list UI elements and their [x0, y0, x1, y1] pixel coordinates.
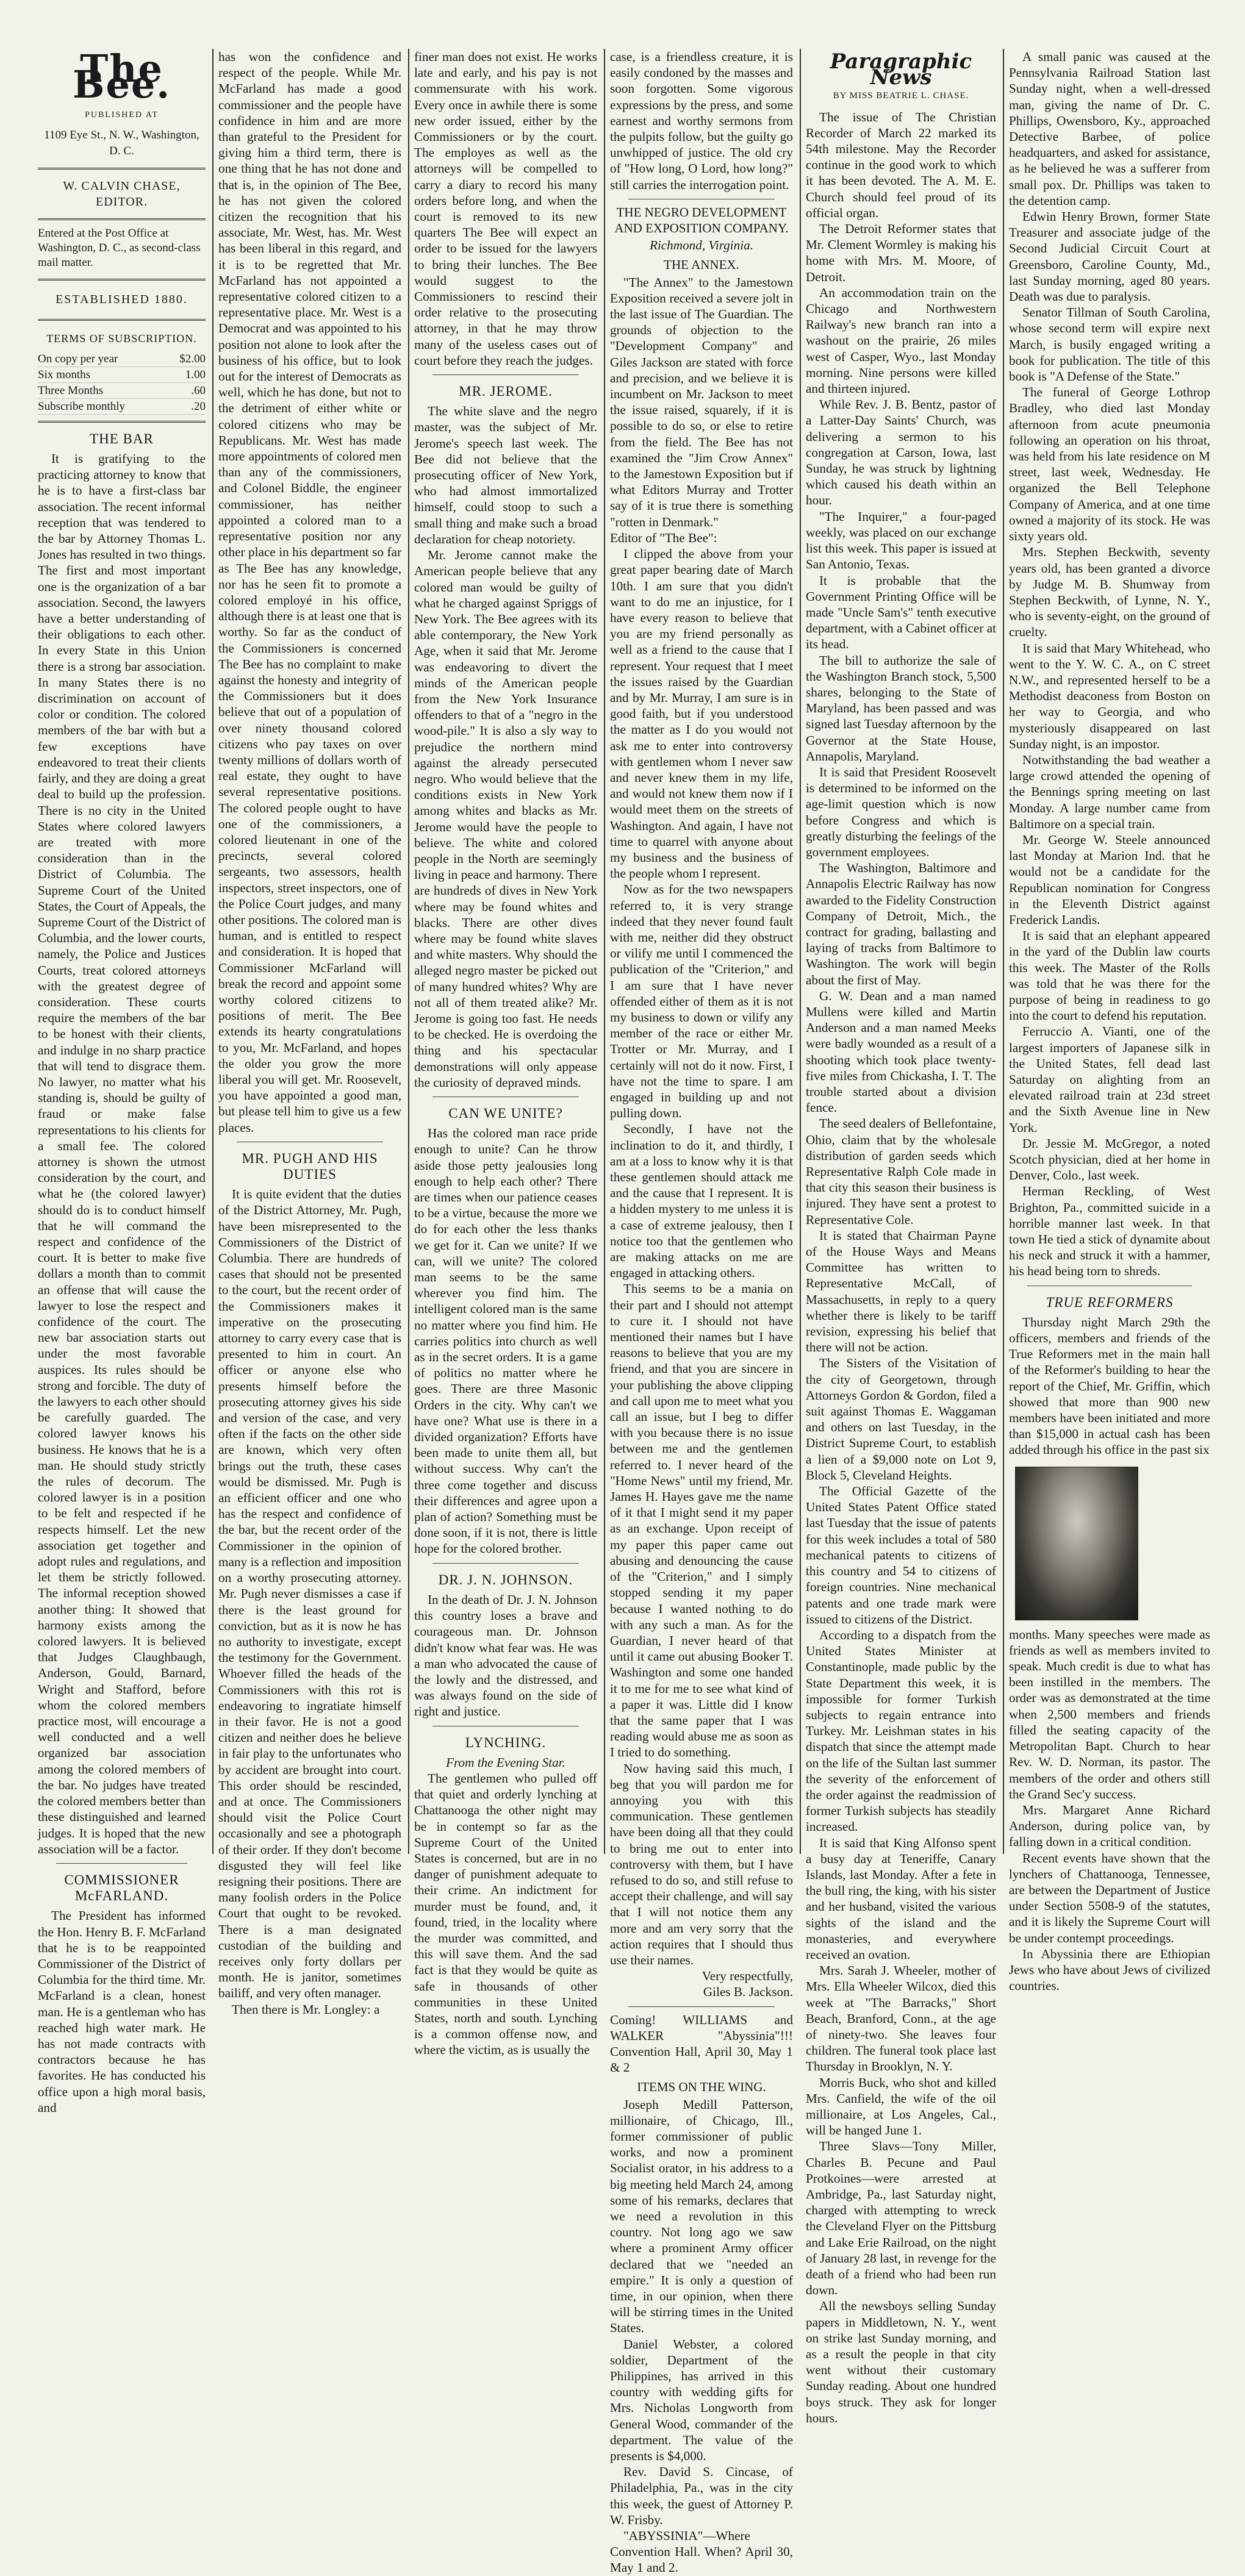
divider: [432, 1563, 579, 1564]
letter-signature: Giles B. Jackson.: [703, 1984, 793, 2000]
news-item: The Official Gazette of the United States Patent Office stated last Tuesday that the issue of patents for this week includes a total of 580 mechanical patents to citizens of this country and 54 to citizens of foreign countries. Nine mechanical patents and one trade mark were issued to citizens of the District.: [806, 1484, 996, 1626]
news-item: Dr. Jessie M. McGregor, a noted Scotch physician, died at her home in Denver, Colo., last week.: [1009, 1136, 1210, 1183]
divider: [628, 2006, 775, 2007]
news-item: The Washington, Baltimore and Annapolis Electric Railway has now awarded to the Fidelity Construction Company of Detroit, Mich., the contract for grading, ballasting and laying of tracks from Baltimore to Washington. The work will begin about the first of May.: [806, 860, 996, 987]
divider: [38, 421, 206, 423]
article-title-commissioner: COMMISSIONER McFARLAND.: [64, 1872, 179, 1904]
masthead-established: ESTABLISHED 1880.: [56, 293, 188, 307]
section-head-paragraphic: Paragraphic News: [830, 49, 972, 90]
article-paragraph: This seems to be a mania on their part and I should not attempt to cure it. I should not have mentioned their names but I have reasons to believe that you are my friend, and that you are sincere in your publishing the above clipping and call upon me to meet what you call an issue, but I beg to differ with you because there is no issue between me and the gentlemen referred to. I never heard of the "Home News" until my friend, Mr. James H. Hayes gave me the name of it that I might send it my paper as an exchange. Upon receipt of my paper this paper came out abusing and denouncing the cause of the "Criterion," and I simply stopped sending it my paper because I wanted nothing to do with any such a man. As for the Guardian, I never heard of that until it came out abusing Booker T. Washington and some one handed it to me for me to see what kind of a paper it was. Little did I know that the same paper that I was reading would abuse me as soon as I tried to do something.: [610, 1281, 793, 1760]
article-title-pugh: MR. PUGH AND HIS DUTIES: [242, 1150, 378, 1182]
advert-abyssinia: "ABYSSINIA"—Where Convention Hall. When? April 30, May 1 and 2.: [610, 2528, 793, 2575]
news-item: Three Slavs—Tony Miller, Charles B. Pecune and Paul Protkoines—were arrested at Ambridge, Pa., last Saturday night, charged with attempting to wreck the Cleveland Flyer on the Pittsburg and Lake Erie Railroad, on the night of January 28 last, in revenge for the death of a friend who had been run down.: [806, 2139, 996, 2298]
news-item: The issue of The Christian Recorder of March 22 marked its 54th milestone. May the Recorder continue in the good work to which it has been devoted. The A. M. E. Church should feel proud of its official organ.: [806, 109, 996, 220]
masthead-title: The Bee.: [73, 46, 171, 107]
news-item: The bill to authorize the sale of the Washington Branch stock, 5,500 shares, belonging to the State of Maryland, has been passed and was signed last Tuesday afternoon by the Governor at the State House, Annapolis, Maryland.: [806, 653, 996, 764]
news-item: All the newsboys selling Sunday papers in Middletown, N. Y., went on strike last Sunday morning, and as a result the people in that city went without their customary Sunday reading. About one hundred boys struck. They ask for longer hours.: [806, 2299, 996, 2425]
article-paragraph: Thursday night March 29th the officers, members and friends of the True Reformers met in the main hall of the Reformer's building to hear the report of the Chief, Mr. Griffin, which showed that more than 900 new members have been initiated and more than $15,000 in actual cash has been added through his office in the past six: [1009, 1314, 1210, 1458]
article-paragraph: I clipped the above from your great paper bearing date of March 10th. I am sure that you didn't want to do me an injustice, for I have every reason to believe that you are my friend personally as well as a friend to the cause that I represent. Your request that I meet the issues raised by the Guardian and by Mr. Murray, I am sure is in good faith, but if you understood the matter as I do you would not ask me to enter into controversy with gentlemen whom I never saw and never knew them in my life, and would not knew them now if I would meet them on the streets of Washington. And again, I have not time to quarrel with anyone about my business and the business of the people whom I represent.: [610, 546, 793, 881]
article-place: Richmond, Virginia.: [649, 238, 754, 253]
article-paragraph: Secondly, I have not the inclination to do it, and thirdly, I am at a loss to know why it is that these gentlemen should attack me and the cause that I represent. It is a hidden mystery to me unless it is a case of extreme jealousy, then I notice too that the gentlemen who are making attacks on me are engaged in attacking others.: [610, 1122, 793, 1281]
news-item: Mr. George W. Steele announced last Monday at Marion Ind. that he would not be a candidate for the Republican nomination for Congress in the Eleventh District against Frederick Landis.: [1009, 832, 1210, 927]
news-item: It is said that King Alfonso spent a busy day at Teneriffe, Canary Islands, last Monday. After a fete in the bull ring, the king, with his sister and her husband, visited the various sights of the island and the monasteries, and everywhere received an ovation.: [806, 1835, 996, 1962]
article-paragraph: finer man does not exist. He works late and early, and his pay is not commensurate with his work. Every once in awhile there is some new order issued, either by the Commissioners or by the court. The employes as well as the attorneys will be compelled to carry a diary to record his many orders before long, and when the court is removed to its new quarters The Bee will expect an order to be issued for the lawyers to bring their lunches. The Bee would suggest to the Commissioners to rescind their order relative to the prosecuting attorney, in that he may throw many of the useless cases out of court before they reach the judges.: [414, 49, 597, 368]
divider: [38, 218, 206, 220]
masthead-address: 1109 Eye St., N. W., Washington, D. C.: [44, 128, 199, 157]
article-paragraph: The gentlemen who pulled off that quiet and orderly lynching at Chattanooga the other night may be in contempt so far as the Supreme Court of the United States is concerned, but are in no danger of punishment adequate to their crime. An indictment for murder must be found, and, it found, tried, in the locality where the murder was committed, and this will save them. And the sad fact is that they would be quite as safe in thousands of other communities in these United States, north and south. Lynching is a common offense now, and where the victim, as is usually the: [414, 1770, 597, 2058]
column-3: [414, 49, 597, 2058]
article-title-exposition: THE NEGRO DEVELOPMENT AND EXPOSITION COMPANY.: [614, 204, 789, 236]
article-paragraph: months. Many speeches were made as friends as well as members invited to speak. Much credit is due to what has been instilled in the members. The order was as demonstrated at the time when 2,500 members and friends filled the seating capacity of the Metropolitan Bapt. Church to hear Rev. W. D. Norman, its pastor. The members of the order and others still the Grand Sec'y success.: [1009, 1626, 1210, 1801]
news-item: It is said that President Roosevelt is determined to be informed on the age-limit question which is now before Congress and which is greatly disturbing the feelings of the government employees.: [806, 764, 996, 859]
article-title-unite: CAN WE UNITE?: [448, 1106, 563, 1121]
advert-coming: Coming! WILLIAMS and WALKER "Abyssinia"!!! Convention Hall, April 30, May 1 & 2: [610, 2012, 793, 2075]
article-title-wing: ITEMS ON THE WING.: [637, 2080, 766, 2095]
article-title-lynching: LYNCHING.: [465, 1734, 547, 1750]
column-rule: [1003, 49, 1004, 1854]
article-paragraph: The white slave and the negro master, was the subject of Mr. Jerome's speech last week. The Bee did not believe that the prosecuting officer of New York, who had almost immortalized himself, could stoop to such a small thing and make such a broad declaration for cheap notoriety.: [414, 404, 597, 546]
news-item: Ferruccio A. Vianti, one of the largest importers of Japanese silk in the United States, fell dead last Saturday on alighting from an elevated railroad train at 23d street and the Sixth Avenue line in New York.: [1009, 1024, 1210, 1135]
column-6: [1009, 49, 1210, 1994]
news-item: "The Inquirer," a four-paged weekly, was placed on our exchange list this week. This paper is issued at San Antonio, Texas.: [806, 509, 996, 572]
terms-title: TERMS OF SUBSCRIPTION.: [46, 332, 197, 345]
article-paragraph: The President has informed the Hon. Henry B. F. McFarland that he is to be reappointed Commissioner of the District of Columbia for the third time. Mr. McFarland is a clean, honest man. He is a gentleman who has reached high water mark. He has not made contracts with contractors because he has favorites. He has conducted his office upon a high moral basis, and: [38, 1908, 206, 2115]
portrait-photo: [1015, 1467, 1138, 1620]
divider: [56, 1863, 187, 1864]
article-paragraph: Joseph Medill Patterson, millionaire, of Chicago, Ill., former commissioner of public works, and now a prominent Socialist orator, in his address to a big meeting held March 24, among some of his remarks, declares that we need a revolution in this country. Not long ago we saw where a prominent Army officer declared that we "needed an empire." It is only a question of time, in our opinion, when there will be stirring times in the United States.: [610, 2097, 793, 2336]
article-paragraph: Rev. David S. Cincase, of Philadelphia, Pa., was in the city this week, the guest of Attorney P. W. Frisby.: [610, 2464, 793, 2527]
news-item: Morris Buck, who shot and killed Mrs. Canfield, the wife of the oil millionaire, at Los Angeles, Cal., will be hanged June 1.: [806, 2075, 996, 2138]
column-1: [38, 46, 206, 2115]
article-title-reformers: TRUE REFORMERS: [1046, 1294, 1174, 1310]
rate-row: Six months 1.00: [38, 367, 206, 383]
news-item: The seed dealers of Bellefontaine, Ohio, claim that by the wholesale distribution of garden seeds which Representative Ralph Cole made in that city this season their business is injured. They have sent a protest to Representative Cole.: [806, 1116, 996, 1227]
section-byline: BY MISS BEATRIE L. CHASE.: [833, 91, 969, 101]
news-item: An accommodation train on the Chicago and Northwestern Railway's new branch ran into a washout on the prairie, 26 miles west of Casper, Wyo., last Monday morning. Nine persons were killed and thirteen injured.: [806, 285, 996, 396]
news-item: The Detroit Reformer states that Mr. Clement Wormley is making his home with Mrs. M. Moore, of Detroit.: [806, 221, 996, 284]
article-paragraph: Editor of "The Bee":: [610, 530, 717, 545]
news-item: It is said that Mary Whitehead, who went to the Y. W. C. A., on C street N.W., and represented herself to be a Methodist deaconess from Boston on her way to Georgia, and who mysteriously disappeared on last Sunday night, is an impostor.: [1009, 640, 1210, 751]
news-item: Mrs. Stephen Beckwith, seventy years old, has been granted a divorce by Judge M. B. Shumway from Stephen Beckwith, of Lynne, N. Y., who is seventy-eight, on the ground of cruelty.: [1009, 545, 1210, 640]
news-item: Mrs. Sarah J. Wheeler, mother of Mrs. Ella Wheeler Wilcox, died this week at "The Barracks," Short Beach, Branford, Conn., at the age of ninety-two. She leaves four children. The funeral took place last Thursday in Brooklyn, N. Y.: [806, 1963, 996, 2074]
news-item: The funeral of George Lothrop Bradley, who died last Monday afternoon from acute pneumonia following an operation on his throat, was held from his late residence on M street, last week, Wednesday. He organized the Bell Telephone Company of America, and at one time owned a majority of its stock. He was sixty years old.: [1009, 385, 1210, 544]
news-item: G. W. Dean and a man named Mullens were killed and Martin Anderson and a man named Meeks were badly wounded as a result of a shooting which took place twenty-five miles from Chickasha, I. T. The trouble started about a division fence.: [806, 988, 996, 1115]
article-paragraph: case, is a friendless creature, it is easily condoned by the masses and soon forgotten. Some vigorous expressions by the press, and some earnest and worthy sermons from the pulpits follow, but the guilty go unwhipped of justice. The old cry of "How long, O Lord, how long?" still carries the interrogation point.: [610, 49, 793, 192]
masthead-entered: Entered at the Post Office at Washington, D. C., as second-class mail matter.: [38, 227, 201, 270]
news-item: A small panic was caused at the Pennsylvania Railroad Station last Sunday night, when a well-dressed man, giving the name of Dr. C. Phillips, Owensboro, Ky., approached Detective Barbee, of police headquarters, and asked for assistance, as he believed he was a sufferer from small pox. Dr. Phillips was taken to the detention camp.: [1009, 49, 1210, 208]
article-paragraph: Has the colored man race pride enough to unite? Can he throw aside those petty jealousies long enough to help each other? There are times when our patience ceases to be a virtue, because the more we do for each other the less thanks we get for it. Can we unite? If we can, will we unite? The colored man seems to be the same wherever you find him. The intelligent colored man is the same no matter where you find him. He carries politics into church as well as in the secret orders. It is a game of politics no matter where he goes. There are three Masonic Orders in the city. Why can't we have one? What use is there in a divided organization? Efforts have been made to unite them all, but without success. Why can't the three come together and discuss their differences and agree upon a plan of action? Something must be done soon, if it is not, there is little hope for the colored brother.: [414, 1126, 597, 1556]
article-paragraph: In the death of Dr. J. N. Johnson this country loses a brave and courageous man. Dr. Johnson didn't know what fear was. He was a man who advocated the cause of the lowly and the distressed, and was always found on the side of right and justice.: [414, 1592, 597, 1719]
news-item: Senator Tillman of South Carolina, whose second term will expire next March, is busily engaged writing a book for publication. The title of this book is "A Defense of the State.": [1009, 305, 1210, 384]
newspaper-page: [24, 24, 1220, 2575]
divider: [38, 279, 206, 281]
news-item: Herman Reckling, of West Brighton, Pa., committed suicide in a horrible manner last week. In that town He tied a stick of dynamite about his neck and struck it with a hammer, his head being torn to shreds.: [1009, 1184, 1210, 1279]
rate-row: Three Months .60: [38, 383, 206, 399]
published-at: PUBLISHED AT: [85, 110, 159, 120]
article-paragraph: Now having said this much, I beg that you will pardon me for annoying you with this communication. These gentlemen have been doing all that they could to bring me out to enter into controversy with them, but I have refused to do so, and still refuse to accept their challenge, and will say that I will not notice them any more and am very sorry that the action requires that I should thus use their names.: [610, 1761, 793, 1967]
column-rule: [408, 49, 409, 1854]
rate-row: On copy per year $2.00: [38, 351, 206, 367]
news-item: In Abyssinia there are Ethiopian Jews who have about Jews of civilized countries.: [1009, 1946, 1210, 1994]
article-paragraph: has won the confidence and respect of the people. While Mr. McFarland has made a good commissioner and the people have confidence in him and are more than grateful to the President for giving him a third term, there is one thing that he has not done and that is, in the opinion of The Bee, he has not given the colored citizen the recognition that his associate, Mr. West, has. Mr. West has been liberal in this regard, and it is to be regretted that Mr. McFarland has not appointed a representative colored citizen to a representative place. Mr. West is a Democrat and was appointed to his position not alone to look after the business of his office, but to look out for the interest of Democrats as well, which he has done, but not to the detriment of either white or colored citizens who may be Republicans. Mr. West has made more appointments of colored men than any of the commissioners, and Colonel Biddle, the engineer commissioner, has neither appointed a colored man to a representative position nor any other place in his department so far as The Bee has any knowledge, nor has he seen fit to promote a colored employé in his office, although there is at least one that is worthy. So far as the conduct of the Commissioners is concerned The Bee has no complaint to make against the honesty and integrity of the Commissioners but it does believe that out of a population of over ninety thousand colored citizens who pay taxes on over twenty millions of dollars worth of real estate, they ought to have several representative positions. The colored people ought to have one of the commissioners, a colored lieutenant in one of the precincts, several colored sergeants, two assessors, health inspectors, street inspectors, one of the Police Court judges, and many other positions. The colored man is human, and is entitled to respect and consideration. It is hoped that Commissioner McFarland will break the record and appoint some worthy colored citizens to positions of merit. The Bee extends its hearty congratulations to you, Mr. McFarland, and hopes the older you grow the more liberal you will get. Mr. Roosevelt, you have appointed a good man, but please tell him to give us a few places.: [218, 49, 401, 1135]
news-item: Notwithstanding the bad weather a large crowd attended the opening of the Bennings spring meeting on last Monday. A large number came from Baltimore on a special train.: [1009, 752, 1210, 831]
article-paragraph: Daniel Webster, a colored soldier, Department of the Philippines, has arrived in this country with wedding gifts for Mrs. Nicholas Longworth from General Wood, commander of the department. The value of the presents is $4,000.: [610, 2336, 793, 2464]
masthead: [38, 46, 206, 423]
news-item: Mrs. Margaret Anne Richard Anderson, during police van, by falling down in a critical condition.: [1009, 1802, 1210, 1850]
article-subtitle: From the Evening Star.: [446, 1755, 565, 1770]
column-rule: [212, 49, 213, 1854]
divider: [38, 168, 206, 170]
news-item: According to a dispatch from the United States Minister at Constantinople, made public by the State Department this week, it is impossible for former Turkish subjects to regain entrance into Turkey. Mr. Leishman states in his dispatch that since the attempt made on the life of the Sultan last summer the severity of the enforcement of the order against the readmission of former Turkish subjects has steadily increased.: [806, 1627, 996, 1834]
rate-row: Subscribe monthly .20: [38, 399, 206, 415]
news-item: Recent events have shown that the lynchers of Chattanooga, Tennessee, are between the Department of Justice under Section 5508-9 of the statutes, and it is likely the Supreme Court will be under contempt proceedings.: [1009, 1850, 1210, 1945]
news-item: Edwin Henry Brown, former State Treasurer and associate judge of the Second Judicial Circuit Court at Greensboro, Caroline County, Md., last Sunday morning, aged 80 years. Death was due to paralysis.: [1009, 209, 1210, 304]
news-item: It is said that an elephant appeared in the yard of the Dublin law courts this week. The Master of the Rolls was told that he was there for the purpose of being in readiness to go into the court to defend his reputation.: [1009, 928, 1210, 1023]
article-title-johnson: DR. J. N. JOHNSON.: [438, 1572, 573, 1587]
article-title-jerome: MR. JEROME.: [459, 384, 553, 399]
news-item: The Sisters of the Visitation of the city of Georgetown, through Attorneys Gordon & Gordon, filed a suit against Thomas E. Waggaman and others on last Tuesday, in the District Supreme Court, to establish a lien of a $9,000 note on Lot 9, Block 5, Cleveland Heights.: [806, 1356, 996, 1483]
news-item: While Rev. J. B. Bentz, pastor of a Latter-Day Saints' Church, was delivering a sermon to his congregation at Carson, Iowa, last Sunday, he was struck by lightning which caused his death within an hour.: [806, 397, 996, 508]
letter-close: Very respectfully,: [701, 1969, 793, 1984]
divider: [38, 319, 206, 321]
column-2: [218, 49, 401, 2017]
article-paragraph: It is quite evident that the duties of the District Attorney, Mr. Pugh, have been misrepresented to the Commissioners of the District of Columbia. There are hundreds of cases that should not be presented to the court, but the recent order of the Commissioners makes it imperative on the prosecuting attorney to carry every case that is presented to him in court. An officer or anyone else who presents himself before the prosecuting attorney gives his side and version of the case, and very often if the facts on the other side are known, which very often brings out the truth, these cases would be dismissed. Mr. Pugh is an efficient officer and one who has the respect and confidence of the bar, but the recent order of the Commissioner in the opinion of many is a reflection and imposition on a worthy prosecuting attorney. Mr. Pugh never dismisses a case if there is the least ground for conviction, but as it is now he has no authority to investigate, except the testimony for the Government. Whoever filled the heads of the Commissioners with this rot is endeavoring to ingratiate himself in their favor. He is not a good citizen and neither does he believe in fair play to the unfortunates who by accident are brought into court. This order should be rescinded, and at once. The Commissioners should visit the Police Court occasionally and see a photograph of their order. If they don't become disgusted they will feel like resigning their positions. There are many foolish orders in the Police Court that ought to be revoked. There is a man designated custodian of the building and receives only forty dollars per month. He is janitor, sometimes bailiff, and very often manager.: [218, 1187, 401, 2001]
column-rule: [604, 49, 605, 1854]
masthead-editor: W. CALVIN CHASE, EDITOR.: [63, 179, 181, 209]
column-4: [610, 49, 793, 2575]
divider: [432, 374, 579, 375]
article-paragraph: Then there is Mr. Longley: a: [232, 2002, 380, 2017]
article-title-annex: THE ANNEX.: [664, 257, 739, 273]
article-paragraph: Now as for the two newspapers referred to, it is very strange indeed that they never found fault with me, neither did they obstruct or vilify me until I commenced the publication of the "Criterion," and I am sure that I have never offended either of them as it is not my business to down or vilify any member of the race or either Mr. Trotter or Mr. Murray, and I certainly will not do it now. First, I have not the time to spare. I am engaged in building up and not pulling down.: [610, 882, 793, 1121]
column-rule: [800, 49, 801, 1854]
article-paragraph: It is gratifying to the practicing attorney to know that he is to have a first-class bar association. The recent informal reception that was tendered to the bar by Attorney Thomas L. Jones has resulted in two things. The first and most important one is the organization of a bar association. Second, the lawyers have a better understanding of their obligations to each other. In every State in this Union there is a strong bar association. In many States there is no discrimination on account of color or condition. The colored members of the bar with but a few exceptions have endeavored to treat their clients fairly, and they are doing a great deal to build up the profession. There is no city in the United States where colored lawyers are treated with more consideration than in the District of Columbia. The Supreme Court of the United States, the Court of Appeals, the Supreme Court of the District of Columbia, and the lower courts, namely, the Police and Justices Courts, treat colored attorneys with the greatest degree of consideration. These courts require the members of the bar to be honest with their clients, and indulge in no sharp practice that will tend to disgrace them. No lawyer, no matter what his standing is, should be guilty of fraud or make false representations to his clients for a small fee. The colored attorney is shown the utmost consideration by the court, and what he (the colored lawyer) should do is to conduct himself that he will command the respect and confidence of the court. It is better to make five dollars a month than to commit an offense that will cause the lawyer to lose the respect and confidence of the court. The new bar association starts out under the most favorable auspices. Its rules should be strong and forcible. The duty of the lawyers to each other should be carefully guarded. The colored lawyer knows his business. He knows that he is a man. He should study strictly the rules of decorum. The colored lawyer is in a position to be felt and respected if he respects himself. Let the new association get together and adopt rules and regulations, and let them be strictly followed. The informal reception showed another thing: It showed that harmony exists among the colored lawyers. It is believed that Judges Claughbaugh, Anderson, Gould, Barnard, Wright and Stafford, before whom the colored members practice most, will encourage a well conducted and a well organized bar association among the colored members of the bar. No judges have treated the colored members better than these distinguished and learned judges. It is hoped that the new association will be a factor.: [38, 451, 206, 1856]
news-item: It is probable that the Government Printing Office will be made "Uncle Sam's" tenth executive department, with a Cabinet officer at its head.: [806, 573, 996, 652]
news-item: It is stated that Chairman Payne of the House Ways and Means Committee has written to Representative McCall, of Massachusetts, in reply to a query whether there is likely to be tariff revision, expressing his belief that there will not be action.: [806, 1228, 996, 1355]
article-paragraph: Mr. Jerome cannot make the American people believe that any colored man would be guilty of what he charged against Spriggs of New York. The Bee agrees with its able contemporary, the New York Age, when it said that Mr. Jerome was endeavoring to divert the minds of the American people from the New York Insurance offenders to that of a "negro in the wood-pile." It is also a sly way to prejudice the northern mind against the already persecuted negro. Who would believe that the conditions exists in New York among whites and blacks as Mr. Jerome would have the people to believe. The white and colored people in the North are seemingly living in peace and harmony. There are hundreds of dives in New York where may be found whites and blacks. There are other dives where may be found white slaves and white masters. Why should the alleged negro master be picked out of many hundred whites? Why are not all of them treated alike? Mr. Jerome is going too fast. He needs to be checked. He is overdoing the thing and his spectacular demonstrations will only appease the curiosity of depraved minds.: [414, 548, 597, 1090]
column-5: [806, 49, 996, 2425]
article-title-bar: THE BAR: [90, 431, 154, 446]
article-paragraph: "The Annex" to the Jamestown Exposition received a severe jolt in the last issue of The Guardian. The grounds of objection to the "Development Company" and Giles Jackson are stated with force and precision, and we believe it is incumbent on Mr. Jackson to meet the issue raised, squarely, if it is possible to do so, or else to retire from the field. The Bee has not examined the "Jim Crow Annex" to the Jamestown Exposition but if what Editors Murray and Trotter say of it is true there is something "rotten in Denmark.": [610, 274, 793, 529]
